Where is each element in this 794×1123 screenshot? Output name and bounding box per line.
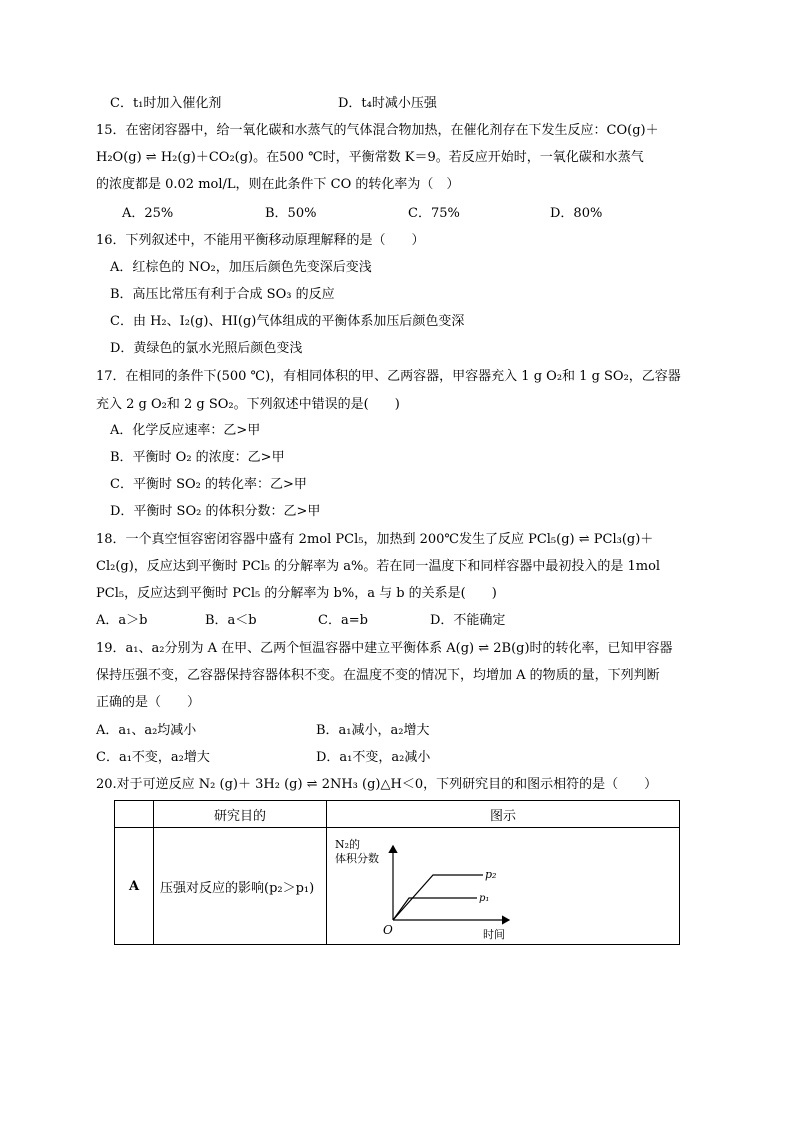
q18-line3: PCl₅，反应达到平衡时 PCl₅ 的分解率为 b%，a 与 b 的关系是( ) <box>96 586 497 601</box>
q19-option-a: A．a₁、a₂均减小 <box>96 723 197 738</box>
p2-label: p₂ <box>485 868 497 881</box>
q19-option-d: D．a₁不变，a₂减小 <box>316 750 431 765</box>
q16-option-b: B．高压比常压有利于合成 SO₃ 的反应 <box>110 287 335 302</box>
q16-option-a: A．红棕色的 NO₂，加压后颜色先变深后变浅 <box>110 260 372 275</box>
q20-graph <box>333 828 533 944</box>
q18-line1: 18．一个真空恒容密闭容器中盛有 2mol PCl₅，加热到 200℃发生了反应 PCl₅(g) ⇌ PCl₃(g)＋ <box>96 532 654 547</box>
q18-option-c: C．a=b <box>318 613 368 628</box>
q20-table <box>114 800 680 945</box>
q19-line2: 保持压强不变，乙容器保持容器体积不变。在温度不变的情况下，均增加 A 的物质的量，下列判断 <box>96 668 660 683</box>
q20-row-a <box>115 828 680 945</box>
q17-line2: 充入 2 g O₂和 2 g SO₂。下列叙述中错误的是( ) <box>96 397 400 412</box>
q17-option-b: B．平衡时 O₂ 的浓度：乙>甲 <box>110 450 285 465</box>
q14-option-d: D．t₄时减小压强 <box>338 96 437 111</box>
q19-option-b: B．a₁减小，a₂增大 <box>316 723 430 738</box>
q18-line2: Cl₂(g)，反应达到平衡时 PCl₅ 的分解率为 a%。若在同一温度下和同样容器中最初投入的是 1mol <box>96 559 661 574</box>
q15-line3: 的浓度都是 0.02 mol/L，则在此条件下 CO 的转化率为（ ） <box>96 177 460 192</box>
q14-option-c: C．t₁时加入催化剂 <box>110 96 222 111</box>
x-label: 时间 <box>483 928 505 941</box>
q18-option-b: B．a＜b <box>205 613 257 628</box>
q18-option-a: A．a＞b <box>96 613 148 628</box>
q20-stem: 20.对于可逆反应 N₂ (g)＋ 3H₂ (g) ⇌ 2NH₃ (g)△H＜0，下列研究目的和图示相符的是（ ） <box>96 777 658 792</box>
q20-table-header <box>115 801 680 828</box>
q15-option-c: C．75% <box>408 206 460 221</box>
q15-option-b: B．50% <box>265 206 317 221</box>
q19-line1: 19．a₁、a₂分别为 A 在甲、乙两个恒温容器中建立平衡体系 A(g) ⇌ 2B(g)时的转化率，已知甲容器 <box>96 641 673 656</box>
q16-option-c: C．由 H₂、I₂(g)、HI(g)气体组成的平衡体系加压后颜色变深 <box>110 314 465 329</box>
q17-line1: 17．在相同的条件下(500 ℃)，有相同体积的甲、乙两容器，甲容器充入 1 g O₂和 1 g SO₂，乙容器 <box>96 369 681 384</box>
q20-row-label: A <box>115 828 154 945</box>
q19-line3: 正确的是（ ） <box>96 695 201 710</box>
q15-line2: H₂O(g) ⇌ H₂(g)＋CO₂(g)。在500 ℃时，平衡常数 K＝9。若反应开始时，一氧化碳和水蒸气 <box>96 150 644 165</box>
q16-stem: 16．下列叙述中，不能用平衡移动原理解释的是（ ） <box>96 233 425 248</box>
origin-label: O <box>383 923 393 937</box>
q15-option-d: D．80% <box>550 206 603 221</box>
q16-option-d: D．黄绿色的氯水光照后颜色变浅 <box>110 341 303 356</box>
y-label-line2: 体积分数 <box>335 852 379 865</box>
q20-figure-cell <box>327 828 680 945</box>
q15-option-a: A．25% <box>122 206 174 221</box>
p1-label: p₁ <box>479 893 490 904</box>
q19-option-c: C．a₁不变，a₂增大 <box>96 750 210 765</box>
q20-header-figure: 图示 <box>327 801 680 828</box>
q17-option-c: C．平衡时 SO₂ 的转化率：乙>甲 <box>110 477 307 492</box>
q20-row-purpose: 压强对反应的影响(p₂＞p₁) <box>154 828 327 945</box>
q17-option-a: A．化学反应速率：乙>甲 <box>110 423 261 438</box>
q20-header-blank <box>115 801 154 828</box>
q15-line1: 15．在密闭容器中，给一氧化碳和水蒸气的气体混合物加热，在催化剂存在下发生反应：CO(g)＋ <box>96 123 659 138</box>
y-label-line1: N₂的 <box>335 838 361 851</box>
curve-p1 <box>393 898 477 920</box>
q17-option-d: D．平衡时 SO₂ 的体积分数：乙>甲 <box>110 504 321 519</box>
q20-header-purpose: 研究目的 <box>154 801 327 828</box>
q18-option-d: D．不能确定 <box>430 613 506 628</box>
